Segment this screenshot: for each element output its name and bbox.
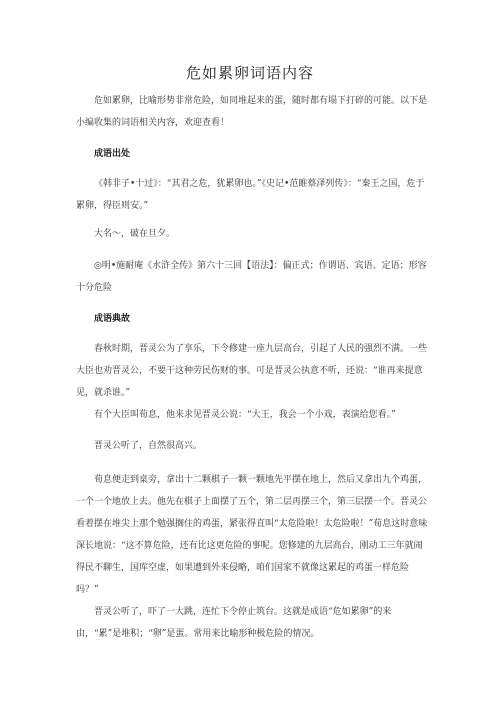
origin-paragraph-3: ◎明•施耐庵《水浒全传》第六十三回【语法】：偏正式；作谓语、宾语、定语；形容十分危险 <box>76 261 427 293</box>
story-paragraph-1: 春秋时期，晋灵公为了享乐，下令修建一座九层高台，引起了人民的强烈不满。一些大臣也劝晋灵公，不要干这种劳民伤财的事。可是晋灵公执意不听，还说：“谁再来提意见，就杀谁。” <box>76 344 428 398</box>
section-heading-origin: 成语出处 <box>94 149 131 159</box>
section-heading-story: 成语典故 <box>94 314 131 324</box>
story-paragraph-3: 晋灵公听了，自然很高兴。 <box>94 441 203 451</box>
story-paragraph-5: 晋灵公听了，吓了一大跳，连忙下令停止筑台。这就是成语“危如累卵”的来由，“累”是堆积；“卵”是蛋。常用来比喻形种极危险的情况。 <box>76 607 392 639</box>
intro-paragraph: 危如累卵，比喻形势非常危险，如同堆起来的蛋，随时都有塌下打碎的可能。以下是小编收集的词语相关内容，欢迎查看！ <box>76 96 428 128</box>
origin-paragraph-1: 《韩非子•十过》：“其君之危，犹累卵也。”《史记•范睢蔡泽列传》：“秦王之国，危于累卵，得臣则安。” <box>76 179 425 211</box>
origin-paragraph-2: 大名～，破在旦夕。 <box>94 229 176 239</box>
story-paragraph-2: 有个大臣叫荀息，他来求见晋灵公说：“大王，我会一个小戏，表演给您看。” <box>94 410 396 420</box>
story-paragraph-4: 荀息便走到桌旁，拿出十二颗棋子一颗一颗地先平摆在地上，然后又拿出九个鸡蛋，一个一个地放上去。他先在棋子上面摆了五个，第二层再摆三个，第三层摆一个。晋灵公看着摆在堆尖上那个勉强搁住的鸡蛋，紧张得直叫“太危险啦！太危险啦！”荀息这时意味深长地说：“这不算危险，还有比这更危险的事呢。您修建的九层高台，刚动工三年就闹得民不聊生，国库空虚，如果遭到外来侵略，咱们国家不就像这累起的鸡蛋一样危险吗？” <box>76 475 428 595</box>
page-title: 危如累卵词语内容 <box>185 64 314 82</box>
